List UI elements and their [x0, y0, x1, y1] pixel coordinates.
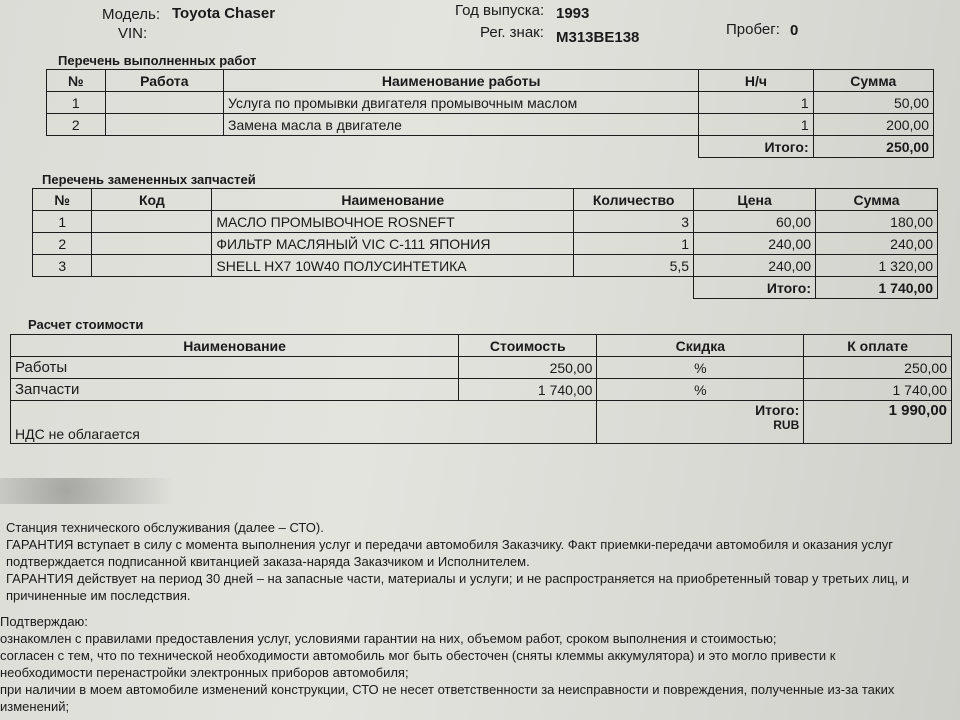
parts-cell-code	[92, 233, 212, 255]
table-row	[33, 233, 938, 255]
terms-line: Станция технического обслуживания (далее – СТО).	[6, 520, 324, 535]
parts-cell-code	[92, 255, 212, 277]
table-row	[47, 114, 934, 136]
terms-line: причиненные им последствия.	[6, 588, 191, 603]
mileage-value: 0	[790, 22, 799, 39]
calc-cell-discount: %	[597, 357, 804, 379]
parts-cell-qty: 3	[574, 211, 694, 233]
confirm-block	[0, 613, 894, 715]
calc-col-pay: К оплате	[804, 335, 952, 357]
parts-cell-no: 3	[33, 255, 92, 277]
parts-col-sum: Сумма	[816, 189, 938, 211]
parts-total-label: Итого:	[694, 277, 816, 299]
year-value: 1993	[556, 5, 590, 22]
calc-total-label: Итого:	[755, 402, 800, 418]
parts-cell-sum: 1 320,00	[816, 255, 938, 277]
calc-total-value: 1 990,00	[804, 401, 952, 444]
works-total-value: 250,00	[813, 136, 933, 158]
calc-cell-discount: %	[597, 379, 804, 401]
works-header-row	[47, 70, 934, 92]
model-label: Модель:	[102, 6, 161, 23]
parts-col-name: Наименование	[212, 189, 574, 211]
parts-section-title: Перечень замененных запчастей	[42, 172, 256, 187]
parts-total-row	[33, 277, 938, 299]
calc-col-name: Наименование	[11, 335, 459, 357]
works-cell-work	[105, 92, 223, 114]
calc-col-discount: Скидка	[597, 335, 804, 357]
calc-col-cost: Стоимость	[459, 335, 597, 357]
parts-cell-name: ФИЛЬТР МАСЛЯНЫЙ VIC C-111 ЯПОНИЯ	[212, 233, 574, 255]
calc-cell-name: Запчасти	[11, 379, 459, 401]
calc-cell-cost: 1 740,00	[459, 379, 597, 401]
reg-value: М313ВЕ138	[556, 29, 640, 46]
parts-cell-sum: 180,00	[816, 211, 938, 233]
works-cell-nh: 1	[699, 114, 813, 136]
works-cell-name: Замена масла в двигателе	[224, 114, 699, 136]
parts-cell-code	[92, 211, 212, 233]
parts-cell-name: МАСЛО ПРОМЫВОЧНОЕ ROSNEFT	[212, 211, 574, 233]
calc-currency: RUB	[773, 418, 800, 432]
parts-col-code: Код	[92, 189, 212, 211]
parts-cell-name: SHELL HX7 10W40 ПОЛУСИНТЕТИКА	[212, 255, 574, 277]
calc-total-row	[11, 401, 952, 444]
parts-col-price: Цена	[694, 189, 816, 211]
confirm-title: Подтверждаю:	[0, 614, 88, 629]
works-col-nh: Н/ч	[699, 70, 813, 92]
calc-cell-pay: 1 740,00	[804, 379, 952, 401]
works-cell-name: Услуга по промывки двигателя промывочным маслом	[224, 92, 699, 114]
works-col-no: №	[47, 70, 106, 92]
calc-cell-pay: 250,00	[804, 357, 952, 379]
mileage-label: Пробег:	[726, 21, 780, 38]
parts-table	[32, 188, 938, 299]
parts-total-value: 1 740,00	[816, 277, 938, 299]
works-table	[46, 69, 934, 158]
reg-label: Рег. знак:	[480, 24, 544, 41]
table-row	[11, 379, 952, 401]
terms-line: ГАРАНТИЯ вступает в силу с момента выполнения услуг и передачи автомобиля Заказчику. Факт приемки-передачи автомобиля и оказания услуг	[6, 537, 894, 552]
parts-cell-price: 60,00	[694, 211, 816, 233]
table-row	[47, 92, 934, 114]
calc-cell-name: Работы	[11, 357, 459, 379]
confirm-line: при наличии в моем автомобиле изменений конструкции, СТО не несет ответственности за неисправности и повреждения, полученные из-за таких	[0, 682, 895, 697]
works-total-label: Итого:	[699, 136, 813, 158]
works-cell-no: 2	[47, 114, 106, 136]
works-section-title: Перечень выполненных работ	[58, 53, 257, 68]
parts-cell-price: 240,00	[694, 233, 816, 255]
calc-header-row	[11, 335, 952, 357]
works-col-work: Работа	[105, 70, 223, 92]
works-total-row	[47, 136, 934, 158]
print-smudge	[0, 478, 220, 504]
works-cell-no: 1	[47, 92, 106, 114]
year-label: Год выпуска:	[455, 2, 545, 19]
table-row	[33, 211, 938, 233]
confirm-line: ознакомлен с правилами предоставления услуг, условиями гарантии на них, объемом работ, сроком выполнения и стоимостью;	[0, 631, 777, 646]
works-cell-sum: 50,00	[813, 92, 933, 114]
terms-line: подтверждается подписанной квитанцией заказа-наряда Заказчиком и Исполнителем.	[6, 554, 530, 569]
parts-header-row	[33, 189, 938, 211]
vin-label: VIN:	[118, 25, 148, 42]
confirm-line: согласен с тем, что по технической необходимости автомобиль мог быть обесточен (сняты клеммы аккумулятора) и это могло привести к	[0, 648, 836, 663]
works-col-name: Наименование работы	[224, 70, 699, 92]
parts-cell-sum: 240,00	[816, 233, 938, 255]
parts-cell-price: 240,00	[694, 255, 816, 277]
parts-col-qty: Количество	[574, 189, 694, 211]
parts-cell-qty: 5,5	[574, 255, 694, 277]
terms-block	[6, 519, 909, 604]
parts-cell-qty: 1	[574, 233, 694, 255]
table-row	[11, 357, 952, 379]
terms-line: ГАРАНТИЯ действует на период 30 дней – на запасные части, материалы и услуги; и не распространяется на приобретенный товар у третьих лиц, и	[6, 571, 910, 586]
parts-cell-no: 2	[33, 233, 92, 255]
vat-note: НДС не облагается	[11, 401, 597, 444]
model-value: Toyota Chaser	[172, 5, 276, 22]
parts-cell-no: 1	[33, 211, 92, 233]
works-cell-nh: 1	[699, 92, 813, 114]
parts-col-no: №	[33, 189, 92, 211]
works-cell-sum: 200,00	[813, 114, 933, 136]
table-row	[33, 255, 938, 277]
calc-cell-cost: 250,00	[459, 357, 597, 379]
confirm-line: необходимости перенастройки электронных приборов автомобиля;	[0, 665, 409, 680]
works-col-sum: Сумма	[813, 70, 933, 92]
calc-total-label-cell	[597, 401, 804, 444]
calc-table	[10, 334, 952, 444]
works-cell-work	[105, 114, 223, 136]
confirm-line: изменений;	[0, 699, 70, 714]
calc-section-title: Расчет стоимости	[28, 317, 144, 332]
